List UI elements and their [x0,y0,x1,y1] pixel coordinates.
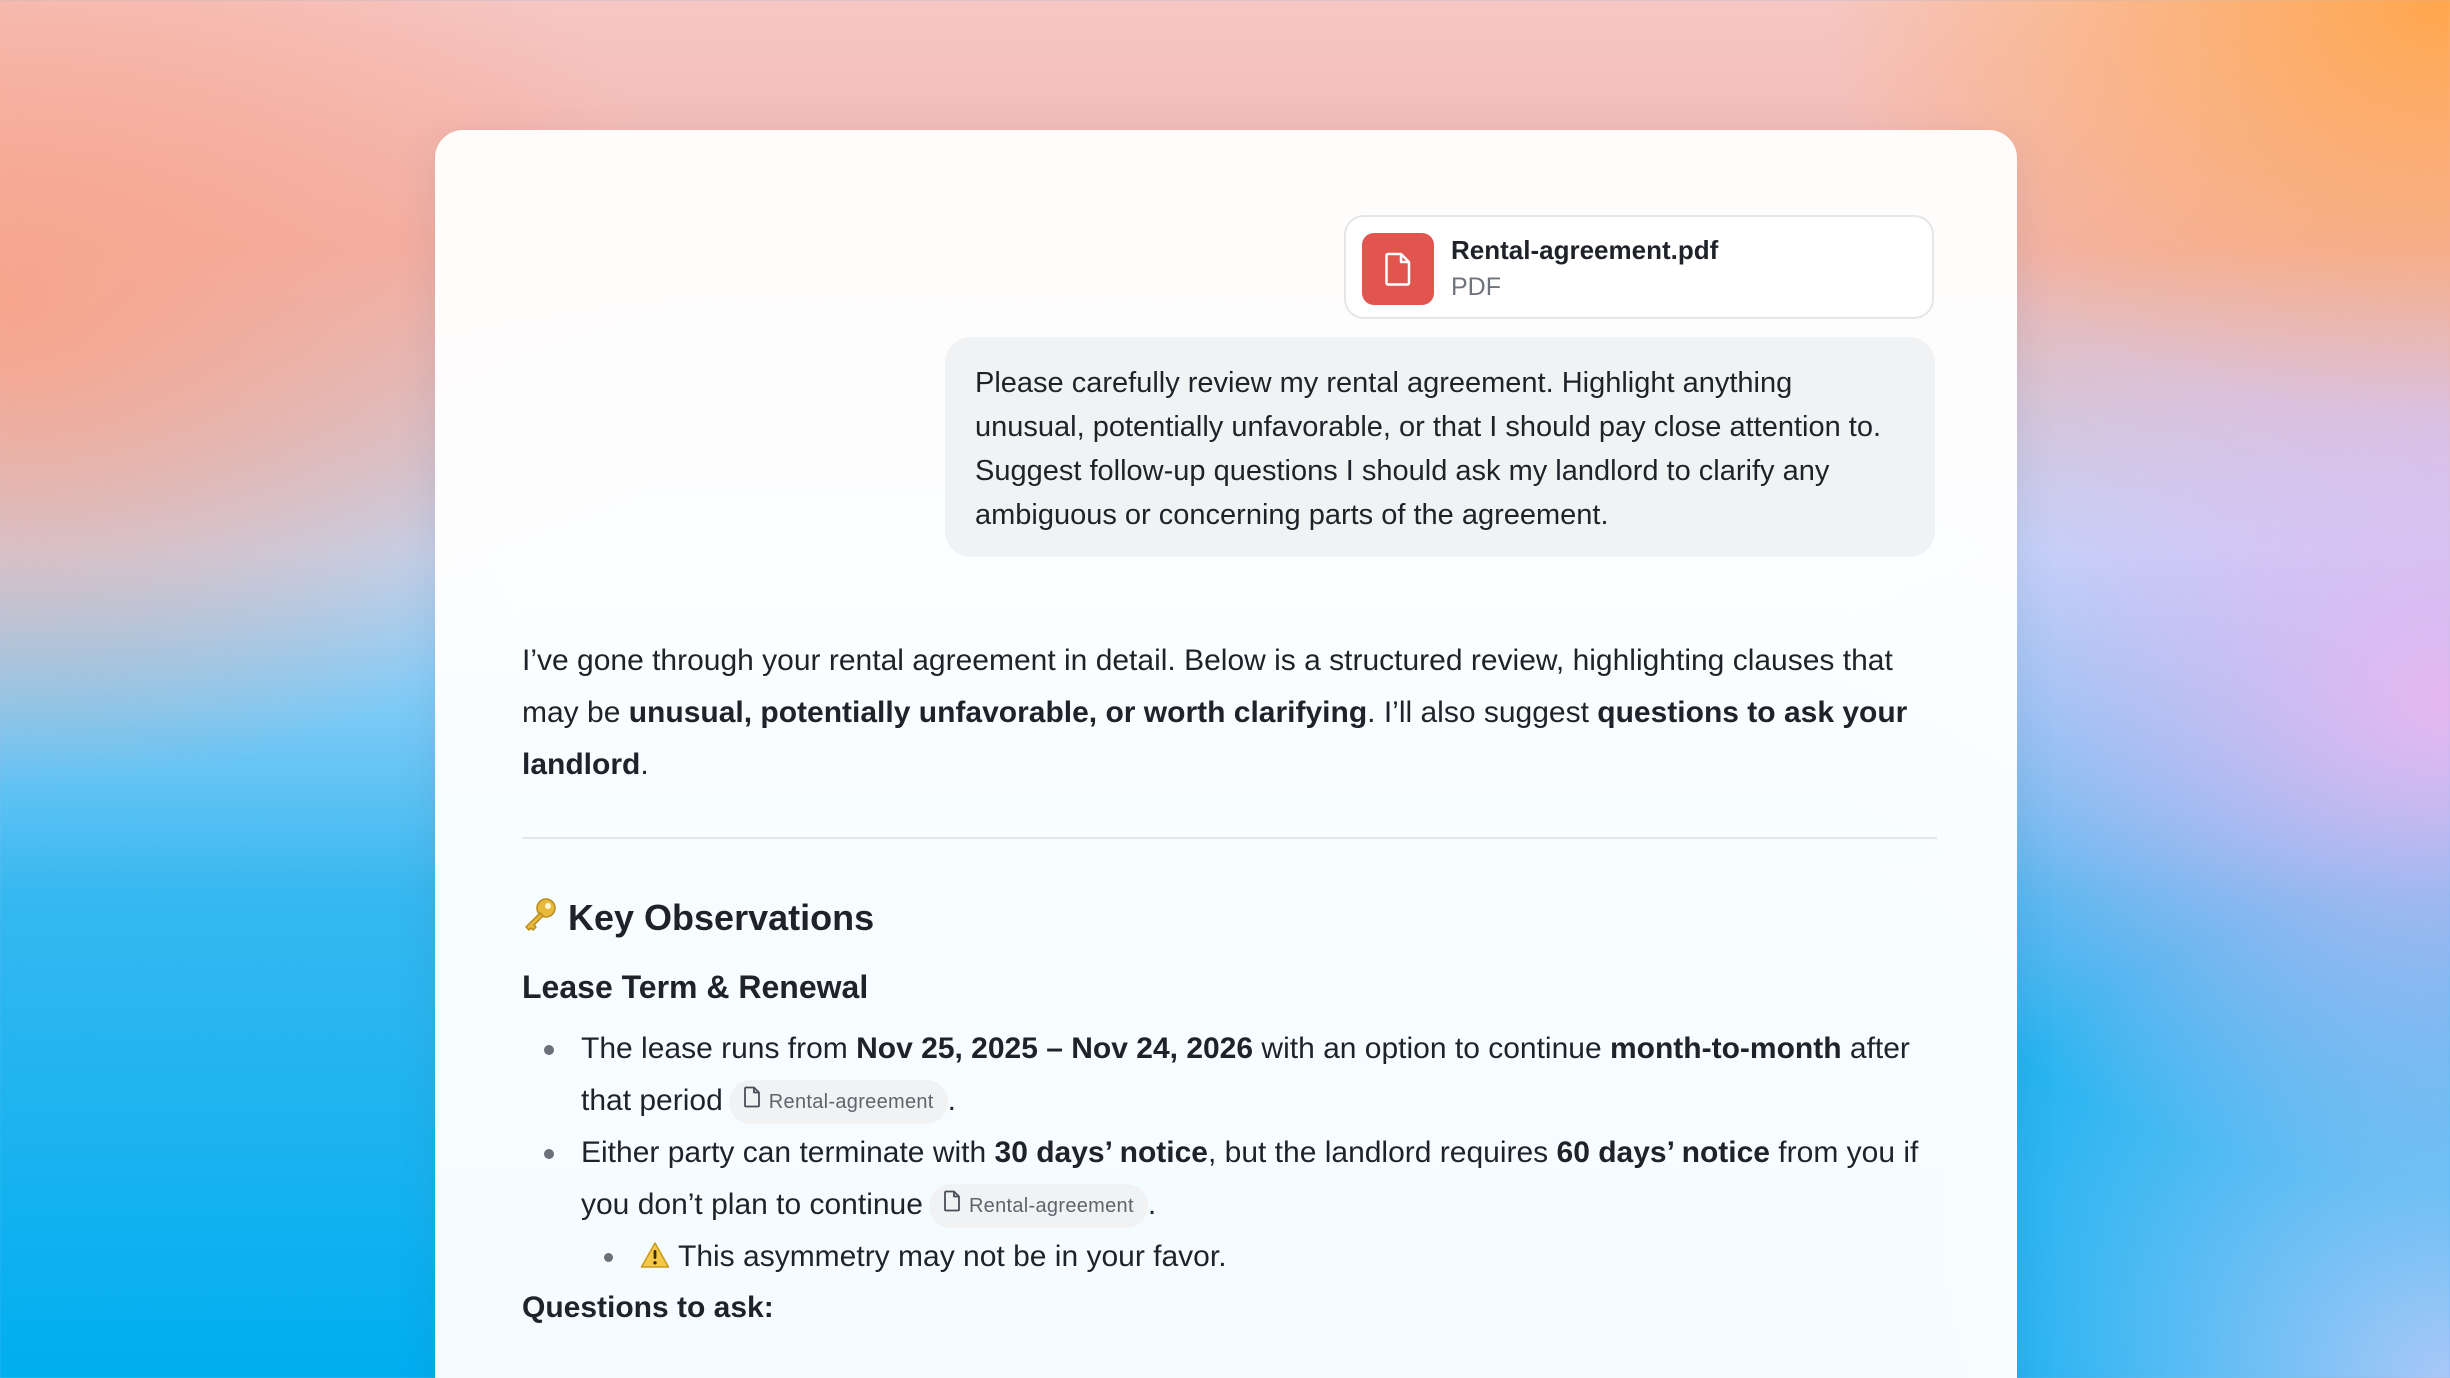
sub-bullet-text: This asymmetry may not be in your favor. [678,1240,1227,1273]
subsection-title: Lease Term & Renewal [522,969,869,1005]
bullet-text: after that period [581,1032,1910,1117]
source-chip-label: Rental-agreement [968,1195,1134,1218]
intro-bold-text: questions to ask your landlord [522,696,1908,781]
warning-icon [640,1234,670,1262]
document-icon [943,1180,961,1232]
section-title: Key Observations [568,897,875,938]
bullet-bold-text: 30 days’ notice [994,1136,1208,1169]
bullet-text: , but the landlord requires [1207,1136,1557,1169]
list-item [522,1127,1937,1283]
intro-text: I’ve gone through your rental agreement in detail. Below is a structured review, highlighting clauses that may be [522,644,1893,729]
source-chip[interactable] [929,1184,1148,1228]
bullet-text: with an option to continue [1253,1032,1610,1065]
attachment-file-name: Rental-agreement.pdf [1451,235,1719,265]
intro-text: . I’ll also suggest [1367,696,1598,729]
bullet-bold-text: month-to-month [1609,1032,1842,1065]
bullet-text: Either party can terminate with [581,1136,995,1169]
section-heading [522,893,1937,943]
attachment-file-type: PDF [1451,273,1501,301]
source-chip[interactable] [729,1080,948,1124]
sub-list [581,1231,1937,1283]
user-message-bubble: Please carefully review my rental agreement. Highlight anything unusual, potentially unfavorable, or that I should pay close attention to. Suggest follow-up questions I should ask my landlord to clarify any ambiguous or concerning parts of the agreement. [945,337,1935,557]
bullet-bold-text: Nov 25, 2025 – Nov 24, 2026 [856,1032,1254,1065]
source-chip-label: Rental-agreement [768,1091,934,1114]
bullet-bold-text: 60 days’ notice [1556,1136,1770,1169]
response-intro [522,635,1937,791]
chat-panel [435,130,2017,1378]
attachment-card[interactable] [1344,215,1934,319]
intro-bold-text: unusual, potentially unfavorable, or worth clarifying [628,696,1368,729]
bullet-text: from you if you don’t plan to continue [581,1136,1919,1221]
document-icon [743,1076,761,1128]
key-icon [522,896,558,941]
bullet-text: The lease runs from [581,1032,857,1065]
questions-heading: Questions to ask: [522,1291,774,1324]
list-item [522,1231,1937,1283]
section-divider [522,837,1937,839]
document-icon [1362,233,1434,305]
list-item [522,1023,1937,1127]
intro-text: . [640,748,649,781]
bullet-text: . [1147,1188,1157,1221]
observations-list [522,1023,1937,1283]
assistant-response [522,635,1937,1325]
bullet-text: . [947,1084,957,1117]
